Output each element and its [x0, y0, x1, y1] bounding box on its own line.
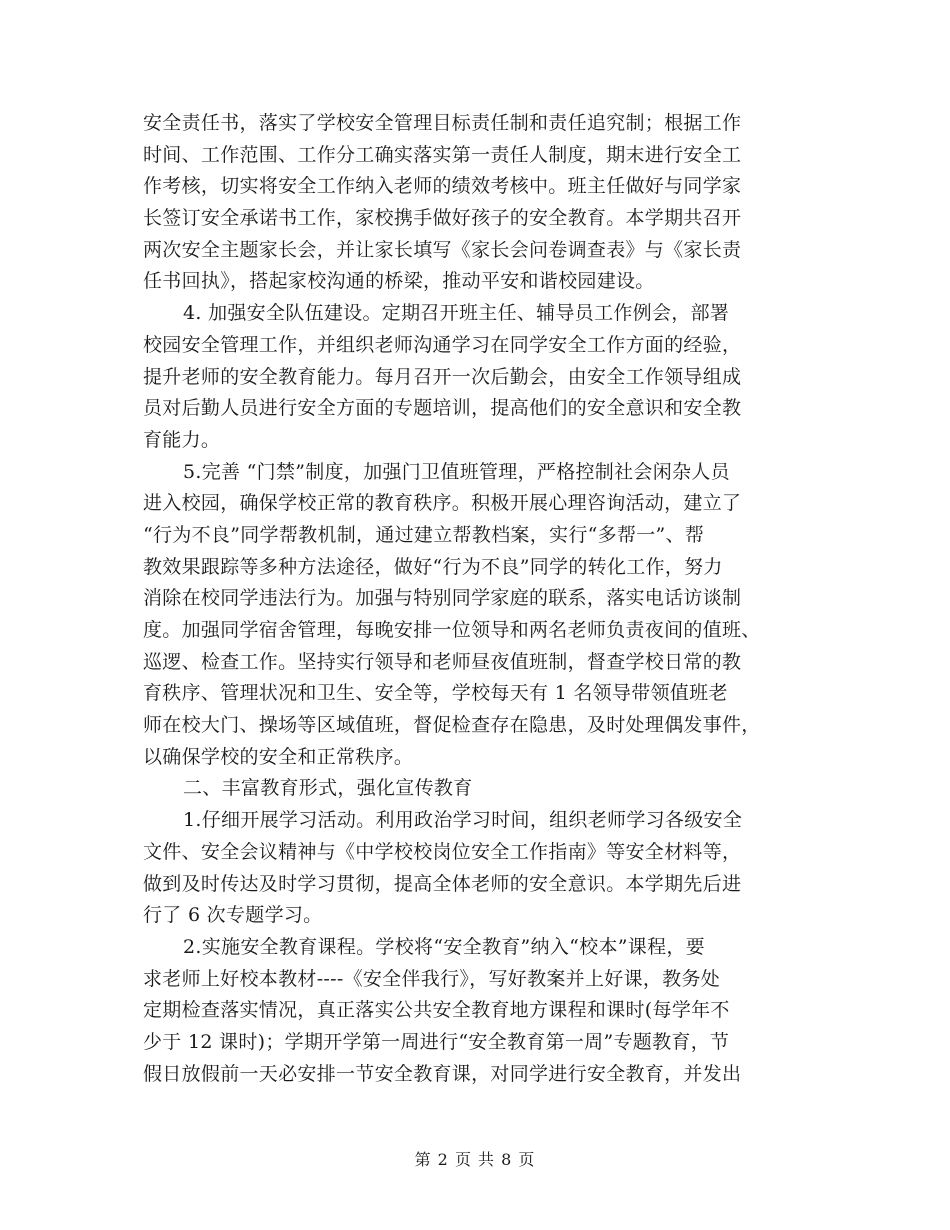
text-line: 4. 加强安全队伍建设。定期召开班主任、辅导员工作例会，部署: [183, 302, 730, 325]
text-line: 师在校大门、操场等区域值班，督促检查存在隐患，及时处理偶发事件，: [143, 714, 761, 737]
text-line: 少于 12 课时)；学期开学第一周进行“安全教育第一周”专题教育，节: [143, 1030, 730, 1053]
text-line: 巡逻、检查工作。坚持实行领导和老师昼夜值班制，督查学校日常的教: [143, 650, 742, 673]
text-line: 任书回执》，搭起家校沟通的桥梁，推动平安和谐校园建设。: [143, 270, 655, 293]
text-line: 度。加强同学宿舍管理，每晚安排一位领导和两名老师负责夜间的值班、: [143, 619, 761, 641]
page-footer: 第 2 页 共 8 页: [414, 1150, 536, 1169]
text-line: 定期检查落实情况，真正落实公共安全教育地方课程和课时(每学年不: [143, 999, 730, 1022]
text-line: 育能力。: [143, 428, 221, 451]
text-line: 1.仔细开展学习活动。利用政治学习时间，组织老师学习各级安全: [183, 809, 743, 832]
text-line: 两次安全主题家长会，并让家长填写《家长会问卷调查表》与《家长责: [143, 238, 742, 261]
text-line: 5.完善 “门禁”制度，加强门卫值班管理，严格控制社会闲杂人员: [183, 460, 730, 483]
document-body: [143, 108, 808, 1090]
text-line: 求老师上好校本教材----《安全伴我行》，写好教案并上好课，教务处: [143, 967, 721, 990]
text-line: 行了 6 次专题学习。: [143, 904, 323, 927]
text-line: 做到及时传达及时学习贯彻，提高全体老师的安全意识。本学期先后进: [143, 872, 742, 895]
text-line: 以确保学校的安全和正常秩序。: [143, 745, 414, 768]
text-line: 消除在校同学违法行为。加强与特别同学家庭的联系，落实电话访谈制: [143, 587, 742, 610]
text-line: 教效果跟踪等多种方法途径，做好“行为不良”同学的转化工作，努力: [143, 555, 723, 578]
text-line: 二、丰富教育形式，强化宣传教育: [183, 777, 473, 800]
text-line: 育秩序、管理状况和卫生、安全等，学校每天有 1 名领导带领值班老: [143, 682, 728, 705]
text-line: 校园安全管理工作，并组织老师沟通学习在同学安全工作方面的经验，: [143, 333, 742, 356]
text-line: 进入校园，确保学校正常的教育秩序。积极开展心理咨询活动，建立了: [143, 492, 742, 515]
text-line: 作考核，切实将安全工作纳入老师的绩效考核中。班主任做好与同学家: [143, 175, 742, 198]
text-line: 员对后勤人员进行安全方面的专题培训，提高他们的安全意识和安全教: [143, 397, 742, 420]
text-line: 文件、安全会议精神与《中学校校岗位安全工作指南》等安全材料等，: [143, 840, 742, 863]
text-line: “行为不良”同学帮教机制，通过建立帮教档案，实行“多帮一”、帮: [143, 523, 705, 546]
text-line: 2.实施安全教育课程。学校将“安全教育”纳入“校本”课程，要: [183, 935, 705, 958]
text-line: 时间、工作范围、工作分工确实落实第一责任人制度，期末进行安全工: [143, 143, 742, 166]
text-line: 安全责任书，落实了学校安全管理目标责任制和责任追究制；根据工作: [143, 112, 742, 134]
text-line: 长签订安全承诺书工作，家校携手做好孩子的安全教育。本学期共召开: [143, 207, 742, 230]
text-line: 假日放假前一天必安排一节安全教育课，对同学进行安全教育，并发出: [143, 1062, 742, 1085]
text-line: 提升老师的安全教育能力。每月召开一次后勤会，由安全工作领导组成: [143, 365, 742, 388]
